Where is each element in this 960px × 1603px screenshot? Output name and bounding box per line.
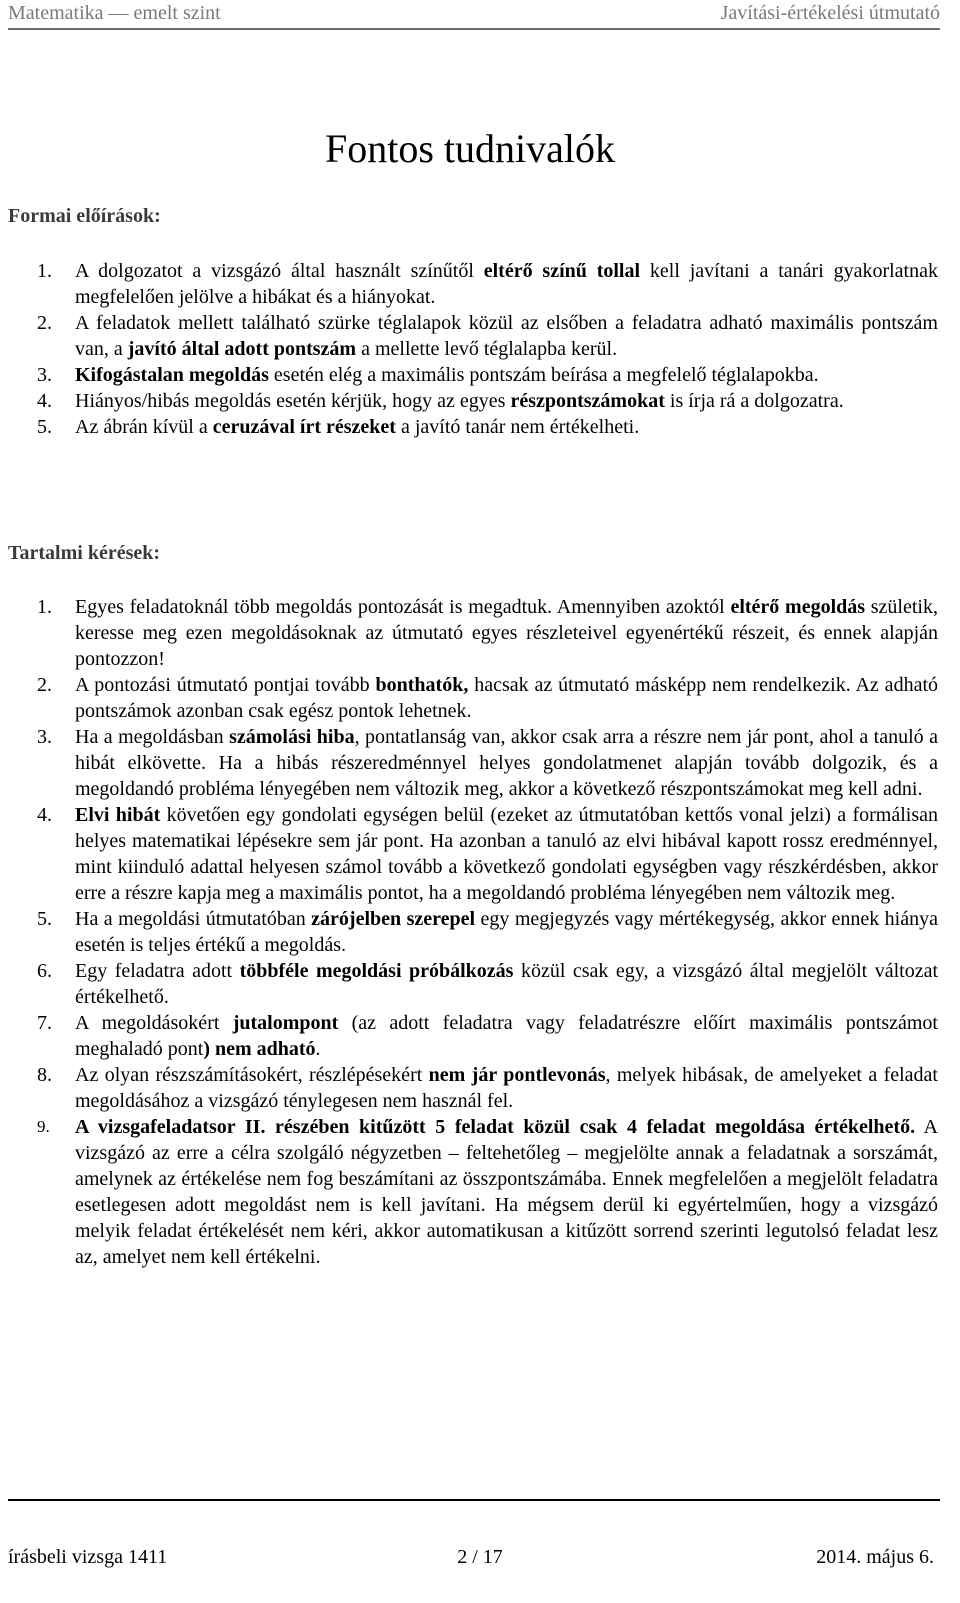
content-list xyxy=(8,594,938,1270)
formal-item-5: 5. Az ábrán kívül a ceruzával írt részeket a javító tanár nem értékelheti. xyxy=(37,416,640,438)
content-heading: Tartalmi kérések: xyxy=(8,542,161,564)
footer-page-number: 2 / 17 xyxy=(457,1546,503,1568)
formal-list xyxy=(8,258,938,440)
content-item-4: 4. Elvi hibát követően egy gondolati egységen belül (ezeket az útmutatóban kettős vonal jelzi) a formálisan helyes matematikai lépésekre sem jár pont. Ha azonban a tanuló az elvi hibával kapott rossz eredménnyel, mint kiinduló adattal helyesen számol tovább a következő gondolati egységben vagy részkérdésben, akkor erre a részre kapja meg a maximális pontot, ha a megoldandó probléma lényegében nem változik meg. xyxy=(37,804,938,904)
content-item-1: 1. Egyes feladatoknál több megoldás pontozását is megadtuk. Amennyiben azoktól eltérő megoldás születik, keresse meg ezen megoldásoknak az útmutató egyes részleteivel egyenértékű részeit, és ennek alapján pontozzon! xyxy=(37,596,938,670)
content-item-9: 9. A vizsgafeladatsor II. részében kitűzött 5 feladat közül csak 4 feladat megoldása értékelhető. A vizsgázó az erre a célra szolgáló négyzetben – feltehetőleg – megjelölte annak a feladatnak a sorszámát, amelynek az értékelése nem fog beszámítani az összpontszámába. Ennek megfelelően a megjelölt feladatra esetlegesen adott megoldást nem is kell javítani. Ha mégsem derül ki egyértelműen, hogy a vizsgázó melyik feladat értékelését nem kéri, akkor automatikusan a kitűzött sorrend szerinti legutolsó feladat lesz az, amelyet nem kell értékelni. xyxy=(37,1116,938,1268)
footer-rule xyxy=(8,1499,940,1501)
formal-heading: Formai előírások: xyxy=(8,205,161,227)
header-rule xyxy=(8,28,940,30)
footer-exam-code: írásbeli vizsga 1411 xyxy=(8,1546,168,1568)
header-doc-type: Javítási-értékelési útmutató xyxy=(720,2,940,24)
header-subject: Matematika — emelt szint xyxy=(8,2,221,24)
formal-item-4: 4. Hiányos/hibás megoldás esetén kérjük, hogy az egyes részpontszámokat is írja rá a dolgozatra. xyxy=(37,390,844,412)
formal-item-3: 3. Kifogástalan megoldás esetén elég a maximális pontszám beírása a megfelelő téglalapokba. xyxy=(37,364,819,386)
formal-item-1: 1. A dolgozatot a vizsgázó által használt színűtől eltérő színű tollal kell javítani a tanári gyakorlatnak megfelelően jelölve a hibákat és a hiányokat. xyxy=(37,260,938,308)
page-footer xyxy=(0,1544,960,1570)
page-title: Fontos tudnivalók xyxy=(324,125,616,171)
content-item-3: 3. Ha a megoldásban számolási hiba, pontatlanság van, akkor csak arra a részre nem jár pont, ahol a tanuló a hibát elkövette. Ha a hibás részeredménnyel helyes gondolatmenet alapján tovább dolgozik, és a megoldandó probléma lényegében nem változik meg, akkor a következő részpontszámokat meg kell adni. xyxy=(37,726,938,800)
footer-date: 2014. május 6. xyxy=(816,1546,934,1568)
content-item-2: 2. A pontozási útmutató pontjai tovább bonthatók, hacsak az útmutató másképp nem rendelkezik. Az adható pontszámok azonban csak egész pontok lehetnek. xyxy=(37,674,938,722)
formal-item-2: 2. A feladatok mellett található szürke téglalapok közül az elsőben a feladatra adható maximális pontszám van, a javító által adott pontszám a mellette levő téglalapba kerül. xyxy=(37,312,938,360)
content-item-6: 6. Egy feladatra adott többféle megoldási próbálkozás közül csak egy, a vizsgázó által megjelölt változat értékelhető. xyxy=(37,960,938,1008)
content-item-5: 5. Ha a megoldási útmutatóban zárójelben szerepel egy megjegyzés vagy mértékegység, akkor ennek hiánya esetén is teljes értékű a megoldás. xyxy=(37,908,938,956)
content-item-7: 7. A megoldásokért jutalompont (az adott feladatra vagy feladatrészre előírt maximális pontszámot meghaladó pont) nem adható. xyxy=(37,1012,938,1060)
page-header xyxy=(0,0,960,28)
content-item-8: 8. Az olyan részszámításokért, részlépésekért nem jár pontlevonás, melyek hibásak, de amelyeket a feladat megoldásához a vizsgázó ténylegesen nem használ fel. xyxy=(37,1064,938,1112)
